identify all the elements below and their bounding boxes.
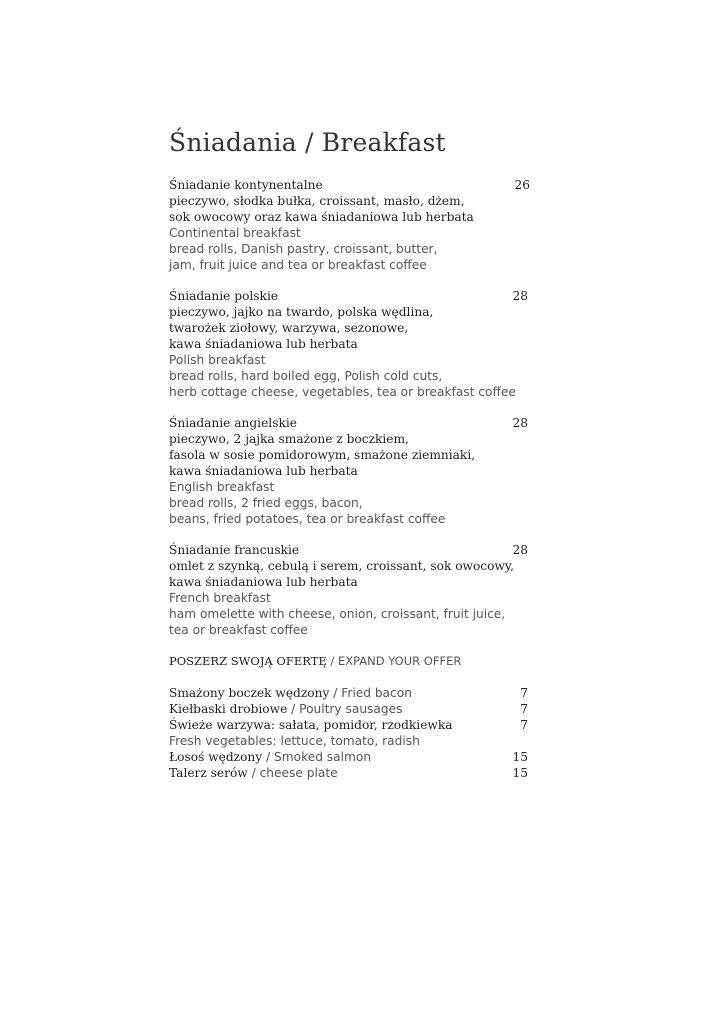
item-desc-en: jam, fruit juice and tea or breakfast coffee [169,258,427,272]
extra-item [169,733,420,749]
item-price: 28 [512,543,528,557]
extra-price: 15 [512,766,528,780]
item-desc-en: bread rolls, 2 fried eggs, bacon, [169,496,363,510]
item-price: 26 [514,178,530,192]
item-desc-en: bread rolls, hard boiled egg, Polish cold cuts, [169,369,443,383]
item-desc-pl: twarożek ziołowy, warzywa, sezonowe, [169,321,409,335]
item-desc-pl: kawa śniadaniowa lub herbata [169,575,358,589]
offer-heading-en: / EXPAND YOUR OFFER [326,654,462,668]
item-desc-pl: fasola w sosie pomidorowym, smażone ziemniaki, [169,448,476,462]
offer-heading-pl: POSZERZ SWOJĄ OFERTĘ [169,654,327,668]
page-title: Śniadania / Breakfast [169,128,446,157]
item-name-en: English breakfast [169,480,275,494]
extra-name-pl: Talerz serów [169,766,248,780]
item-desc-pl: pieczywo, jajko na twardo, polska wędlina, [169,305,434,319]
extra-price: 7 [520,686,528,700]
extra-price: 7 [520,702,528,716]
item-name-en: French breakfast [169,591,271,605]
extra-price: 15 [512,750,528,764]
extra-item [169,765,338,781]
item-desc-pl: kawa śniadaniowa lub herbata [169,337,358,351]
item-desc-pl: omlet z szynką, cebulą i serem, croissant, sok owocowy, [169,559,515,573]
item-price: 28 [512,289,528,303]
item-name-en: Continental breakfast [169,226,301,240]
extra-name-pl: Łosoś wędzony [169,750,263,764]
extra-name-en: / cheese plate [247,766,338,780]
extra-name-pl: Świeże warzywa: sałata, pomidor, rzodkiewka [169,718,453,732]
item-name-en: Polish breakfast [169,353,266,367]
extra-name-en: / Poultry sausages [287,702,403,716]
extra-name-en: / Smoked salmon [262,750,372,764]
extra-item [169,717,453,733]
extra-item [169,701,402,717]
item-desc-pl: sok owocowy oraz kawa śniadaniowa lub herbata [169,210,474,224]
item-desc-en: beans, fried potatoes, tea or breakfast coffee [169,512,446,526]
extra-name-en: / Fried bacon [329,686,412,700]
item-desc-pl: pieczywo, 2 jajka smażone z boczkiem, [169,432,409,446]
item-desc-pl: pieczywo, słodka bułka, croissant, masło, dżem, [169,194,465,208]
extra-name-pl: Smażony boczek wędzony [169,686,330,700]
item-desc-en: herb cottage cheese, vegetables, tea or breakfast coffee [169,385,516,399]
item-desc-en: ham omelette with cheese, onion, croissant, fruit juice, [169,607,506,621]
item-desc-pl: kawa śniadaniowa lub herbata [169,464,358,478]
extra-name-en: Fresh vegetables: lettuce, tomato, radish [169,734,420,748]
item-name-pl: Śniadanie francuskie [169,543,300,557]
extra-name-pl: Kiełbaski drobiowe [169,702,288,716]
extra-price: 7 [520,718,528,732]
item-desc-en: tea or breakfast coffee [169,623,308,637]
item-name-pl: Śniadanie polskie [169,289,279,303]
item-name-pl: Śniadanie angielskie [169,416,297,430]
extra-item [169,685,412,701]
offer-heading [169,653,461,669]
item-desc-en: bread rolls, Danish pastry, croissant, butter, [169,242,438,256]
item-name-pl: Śniadanie kontynentalne [169,178,323,192]
item-price: 28 [512,416,528,430]
extra-item [169,749,371,765]
